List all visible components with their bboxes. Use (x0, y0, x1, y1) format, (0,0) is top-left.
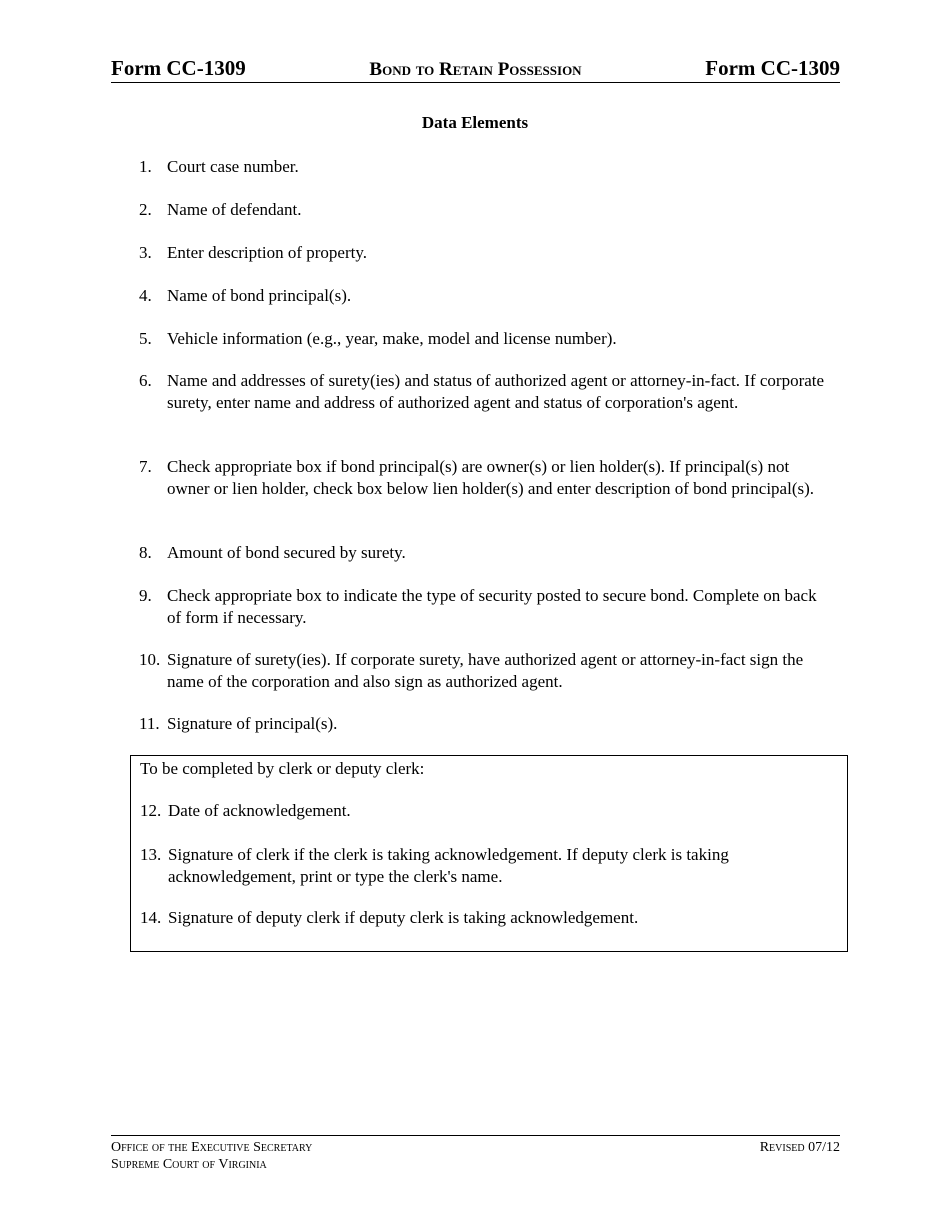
item-text: Check appropriate box to indicate the type of security posted to secure bond. Complete on back of form if necessary. (167, 586, 817, 627)
footer-revised: Revised 07/12 (759, 1140, 840, 1155)
item-number: 5. (139, 329, 152, 348)
clerk-section-intro: To be completed by clerk or deputy clerk: (140, 759, 425, 778)
item-text: Enter description of property. (167, 243, 367, 262)
list-item (140, 907, 830, 929)
list-item (139, 713, 829, 735)
section-title: Data Elements (421, 113, 529, 132)
clerk-section-box (130, 755, 848, 952)
item-text: Signature of deputy clerk if deputy clerk is taking acknowledgement. (168, 908, 639, 927)
footer-office-block (111, 1139, 312, 1173)
item-number: 10. (139, 650, 161, 669)
item-text: Vehicle information (e.g., year, make, model and license number). (167, 329, 617, 348)
page-footer (111, 1135, 840, 1172)
footer-court: Supreme Court of Virginia (111, 1157, 267, 1172)
item-text: Amount of bond secured by surety. (167, 543, 406, 562)
item-text: Name of bond principal(s). (167, 286, 352, 305)
footer-office: Office of the Executive Secretary (111, 1140, 313, 1155)
form-number-left: Form CC-1309 (111, 56, 246, 80)
form-number-right: Form CC-1309 (705, 56, 840, 80)
list-item (139, 542, 829, 564)
list-item (140, 800, 830, 822)
list-item (139, 585, 829, 628)
item-text: Signature of principal(s). (167, 714, 338, 733)
item-number: 13. (140, 845, 162, 864)
item-number: 2. (139, 200, 152, 219)
item-text: Name and addresses of surety(ies) and status of authorized agent or attorney-in-fact. If corporate surety, enter name and address of authorized agent and status of corporation's agent. (167, 371, 825, 412)
item-text: Signature of clerk if the clerk is taking acknowledgement. If deputy clerk is taking acknowledgement, print or type the clerk's name. (168, 845, 729, 886)
list-item (139, 156, 829, 178)
item-number: 11. (139, 714, 160, 733)
item-number: 1. (139, 157, 152, 176)
form-title: Bond to Retain Possession (369, 59, 582, 80)
item-number: 6. (139, 371, 152, 390)
item-text: Date of acknowledgement. (168, 801, 351, 820)
list-item (139, 199, 829, 221)
list-item (139, 328, 829, 350)
list-item (139, 370, 829, 413)
item-number: 4. (139, 286, 152, 305)
item-text: Check appropriate box if bond principal(s) are owner(s) or lien holder(s). If principal(s) not owner or lien holder, check box below lien holder(s) and enter description of bond principal(s). (167, 457, 815, 498)
list-item (140, 844, 800, 887)
list-item (139, 456, 829, 499)
list-item (139, 242, 829, 264)
item-text: Signature of surety(ies). If corporate surety, have authorized agent or attorney-in-fact sign the name of the corporation and also sign as authorized agent. (167, 650, 804, 691)
item-number: 14. (140, 908, 162, 927)
item-number: 3. (139, 243, 152, 262)
item-text: Court case number. (167, 157, 299, 176)
page-header (111, 55, 840, 83)
item-number: 7. (139, 457, 152, 476)
item-number: 9. (139, 586, 152, 605)
item-text: Name of defendant. (167, 200, 302, 219)
item-number: 12. (140, 801, 162, 820)
item-number: 8. (139, 543, 152, 562)
list-item (139, 285, 829, 307)
list-item (139, 649, 829, 692)
